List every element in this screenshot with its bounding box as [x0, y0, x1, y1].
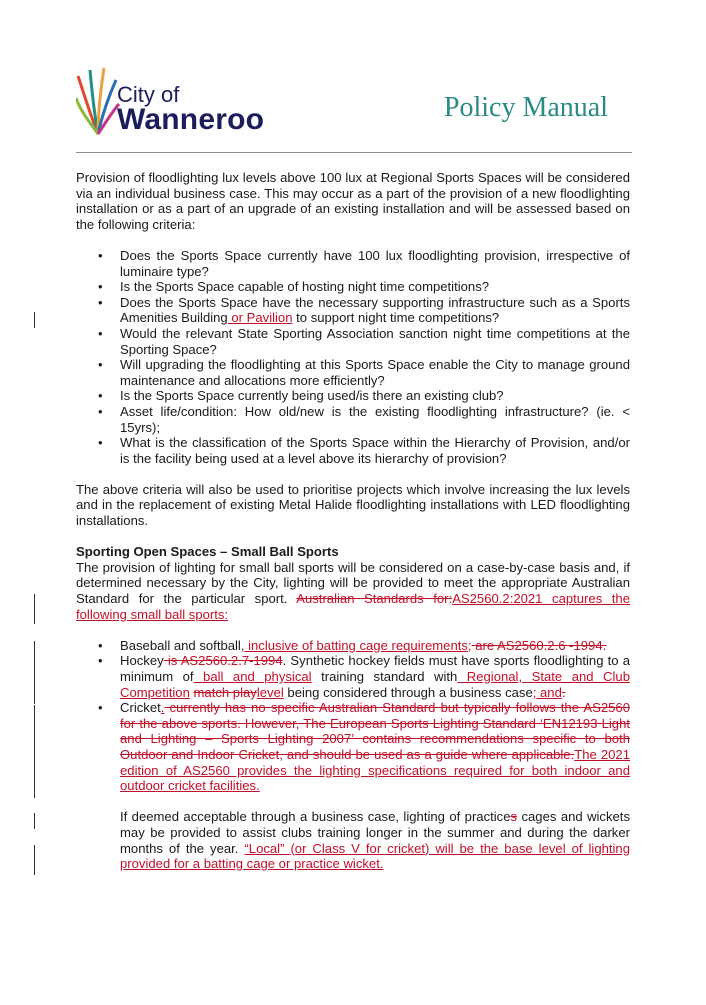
list-item: • Is the Sports Space capable of hosting night time competitions?: [76, 279, 630, 295]
section-heading: Sporting Open Spaces – Small Ball Sports: [76, 544, 339, 560]
change-bar: [34, 705, 35, 798]
change-bar: [34, 813, 35, 829]
small-ball-intro: The provision of lighting for small ball sports will be considered on a case-by-case basis and, if determined necessary by the City, lighting will be provided to meet the appropriate Australian Standard for the particular sport. Australian Standards for:AS2560.2:2021 captures the following small ball sports:: [76, 559, 630, 622]
sports-list: [76, 638, 630, 794]
change-bar: [34, 594, 35, 624]
list-item-cricket: • Cricket. currently has no specific Australian Standard but typically follows the AS2560 for the above sports. However, The European Sports Lighting Standard ‘EN12193 Light and Lighting – Sports Lighting 2007’ contains recommendations specific to both Outdoor and Indoor Cricket, and should be used as a guide where applicable.The 2021 edition of AS2560 provides the lighting specifications required for both indoor and outdoor cricket facilities.: [76, 700, 630, 794]
prioritise-paragraph: The above criteria will also be used to prioritise projects which involve increasing the lux levels and in the replacement of existing Metal Halide floodlighting installations with LED floodlighting installations.: [76, 481, 630, 529]
list-item: • Is the Sports Space currently being used/is there an existing club?: [76, 388, 630, 404]
change-bar: [34, 641, 35, 657]
city-logo: [76, 64, 286, 139]
logo-text-city-of: City of: [117, 82, 180, 107]
list-item: • Would the relevant State Sporting Association sanction night time competitions at the Sporting Space?: [76, 326, 630, 357]
list-item-hockey: • Hockey is AS2560.2.7-1994. Synthetic hockey fields must have sports floodlighting to a minimum of ball and physical training standard with Regional, State and Club Competition match playlevel being considered through a business case; and.: [76, 653, 630, 700]
list-item-baseball: • Baseball and softball, inclusive of batting cage requirements; are AS2560.2.6 -1994.: [76, 638, 630, 654]
list-item: • What is the classification of the Sports Space within the Hierarchy of Provision, and/or is the facility being used at a level above its hierarchy of provision?: [76, 435, 630, 466]
list-item: • Does the Sports Space have the necessary supporting infrastructure such as a Sports Amenities Building or Pavilion to support night time competitions?: [76, 295, 630, 326]
logo-mark-icon: [76, 64, 120, 136]
list-item: • Asset life/condition: How old/new is the existing floodlighting infrastructure? (ie. < 15yrs);: [76, 404, 630, 435]
manual-title: Policy Manual: [443, 92, 608, 123]
list-item: • Does the Sports Space currently have 100 lux floodlighting provision, irrespective of luminaire type?: [76, 248, 630, 279]
criteria-list: [76, 248, 630, 466]
header-divider: [76, 152, 632, 153]
change-bar: [34, 312, 35, 328]
logo-text-wanneroo: Wanneroo: [117, 103, 265, 136]
change-bar: [34, 657, 35, 704]
list-item: • Will upgrading the floodlighting at this Sports Space enable the City to manage ground maintenance and allocations more efficiently?: [76, 357, 630, 388]
change-bar: [34, 845, 35, 875]
document-body: [76, 170, 630, 872]
intro-paragraph: Provision of floodlighting lux levels above 100 lux at Regional Sports Spaces will be considered via an individual business case. This may occur as a part of the provision of a new floodlighting installation or as a part of an upgrade of an existing installation and will be assessed based on the following criteria:: [76, 170, 630, 232]
practice-paragraph: If deemed acceptable through a business case, lighting of practices cages and wickets may be provided to assist clubs training longer in the summer and during the darker months of the year. “Local” (or Class V for cricket) will be the base level of lighting provided for a batting cage or practice wicket.: [120, 809, 630, 872]
